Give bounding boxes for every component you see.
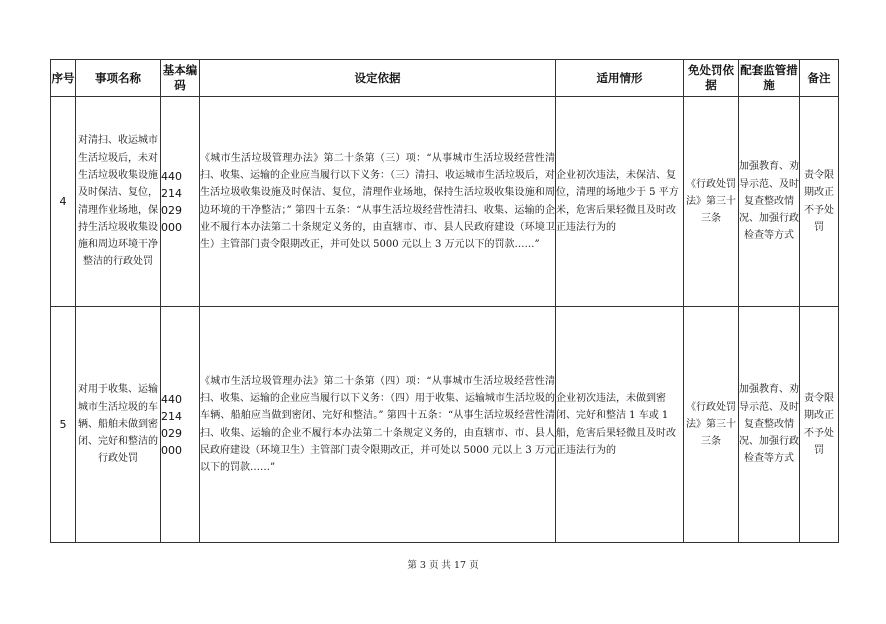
header-item-name: 事项名称: [76, 60, 161, 97]
header-seq: 序号: [51, 60, 76, 97]
row-exempt-basis: 《行政处罚法》第三十三条: [684, 97, 739, 307]
row-basis: 《城市生活垃圾管理办法》第二十条第（四）项：“从事城市生活垃圾经营性清扫、收集、运输的企业应当履行以下义务：（四）用于收集、运输城市生活垃圾的车辆、船舶应当做到密闭、完好和整洁。” 第四十五条：“从事生活垃圾经营性清扫、收集、运输的企业不履行本办法第二十条规定义务的，由直辖市、市、县人民政府建设（环境卫生）主管部门责令限期改正，并可处以 5000 元以上 3 万元以下的罚款……”: [200, 307, 556, 543]
row-exempt-basis: 《行政处罚法》第三十三条: [684, 307, 739, 543]
header-supervision: 配套监管措施: [739, 60, 800, 97]
code-part: 440: [161, 169, 182, 183]
code-part: 029: [161, 426, 182, 440]
page-number-footer: 第 3 页 共 17 页: [407, 560, 479, 571]
table-row: [51, 97, 839, 307]
code-part: 000: [161, 443, 182, 457]
row-seq: 5: [51, 307, 76, 543]
row-basis: 《城市生活垃圾管理办法》第二十条第（三）项：“从事城市生活垃圾经营性清扫、收集、运输的企业应当履行以下义务：（三）清扫、收运城市生活垃圾后，对生活垃圾收集设施及时保洁、复位，清理作业场地，保持生活垃圾收集设施和周边环境的干净整洁；” 第四十五条：“从事生活垃圾经营性清扫、收集、运输的企业不履行本办法第二十条规定义务的，由直辖市、市、县人民政府建设（环境卫生）主管部门责令限期改正，并可处以 5000 元以上 3 万元以下的罚款……”: [200, 97, 556, 307]
header-basis: 设定依据: [200, 60, 556, 97]
row-remarks: 责令限期改正不予处罚: [800, 307, 839, 543]
row-remarks: 责令限期改正不予处罚: [800, 97, 839, 307]
header-exempt-basis: 免处罚依据: [684, 60, 739, 97]
penalty-table: [50, 59, 839, 543]
code-part: 214: [161, 409, 182, 423]
header-scenario: 适用情形: [556, 60, 684, 97]
row-base-code: [161, 97, 200, 307]
code-part: 000: [161, 220, 182, 234]
row-supervision: 加强教育、劝导示范、及时复查整改情况、加强行政检查等方式: [739, 307, 800, 543]
header-row: [51, 60, 839, 97]
header-remarks: 备注: [800, 60, 839, 97]
row-item-name: 对用于收集、运输城市生活垃圾的车辆、船舶未做到密闭、完好和整洁的行政处罚: [76, 307, 161, 543]
row-seq: 4: [51, 97, 76, 307]
row-base-code: [161, 307, 200, 543]
code-part: 214: [161, 186, 182, 200]
header-base-code: 基本编码: [161, 60, 200, 97]
row-scenario: 企业初次违法，未保洁、复位，清理的场地少于 5 平方米，危害后果轻微且及时改正违法行为的: [556, 97, 684, 307]
code-part: 440: [161, 392, 182, 406]
row-scenario: 企业初次违法，未做到密闭、完好和整洁 1 车或 1 船，危害后果轻微且及时改正违法行为的: [556, 307, 684, 543]
row-supervision: 加强教育、劝导示范、及时复查整改情况、加强行政检查等方式: [739, 97, 800, 307]
code-part: 029: [161, 203, 182, 217]
table-row: [51, 307, 839, 543]
row-item-name: 对清扫、收运城市生活垃圾后，未对生活垃圾收集设施及时保洁、复位，清理作业场地，保持生活垃圾收集设施和周边环境干净整洁的行政处罚: [76, 97, 161, 307]
